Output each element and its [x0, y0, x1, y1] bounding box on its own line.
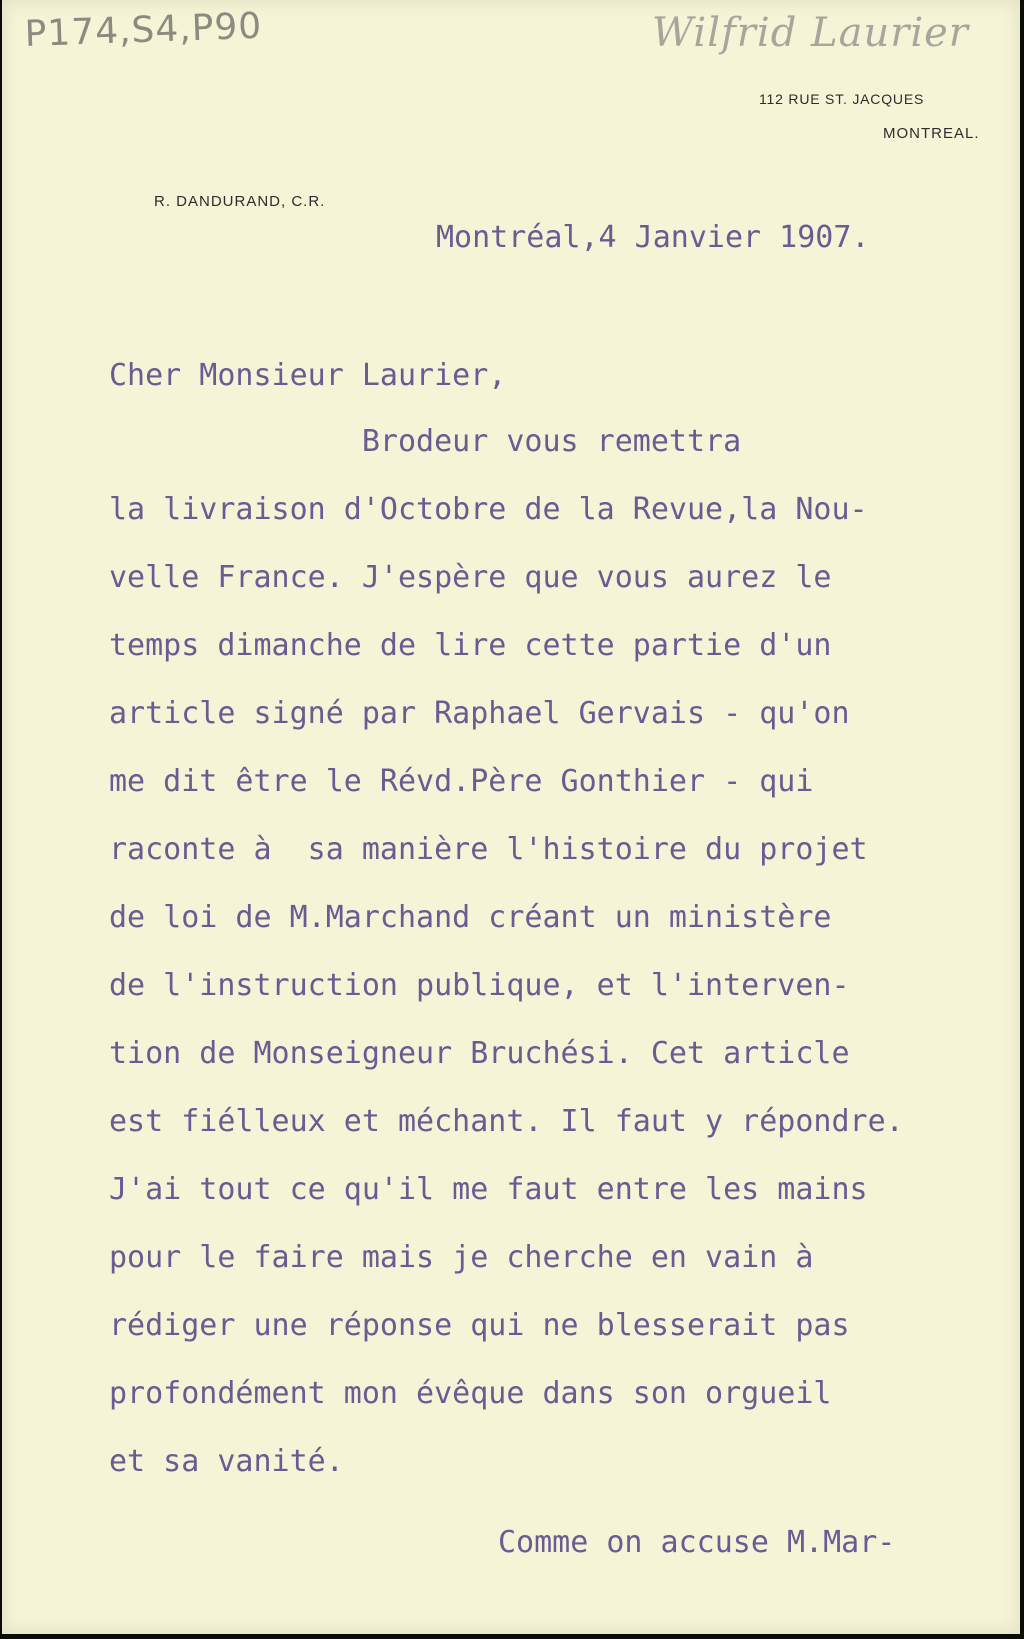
body-line: me dit être le Révd.Père Gonthier - qui [109, 764, 814, 799]
body-line: raconte à sa manière l'histoire du projet [109, 832, 868, 867]
body-line: article signé par Raphael Gervais - qu'on [109, 696, 850, 731]
letter-closing-line: Comme on accuse M.Mar- [498, 1525, 896, 1560]
letter-dateline: Montréal,4 Janvier 1907. [436, 220, 870, 255]
archive-reference: P174,S4,P90 [24, 5, 263, 55]
body-line: la livraison d'Octobre de la Revue,la Nou- [109, 492, 868, 527]
letterhead-address-city: MONTREAL. [883, 125, 980, 142]
letterhead-address-street: 112 RUE ST. JACQUES [759, 91, 925, 107]
body-line: de l'instruction publique, et l'interven- [109, 968, 850, 1003]
body-line: velle France. J'espère que vous aurez le [109, 560, 832, 595]
body-line: Brodeur vous remettra [109, 424, 742, 459]
body-line: temps dimanche de lire cette partie d'un [109, 628, 832, 663]
body-line: de loi de M.Marchand créant un ministère [109, 900, 832, 935]
letterhead-sender: R. DANDURAND, C.R. [154, 193, 326, 210]
letter-page [2, 0, 1020, 1634]
body-line: tion de Monseigneur Bruchési. Cet article [109, 1036, 850, 1071]
letter-body [109, 424, 904, 1515]
body-line: et sa vanité. [109, 1444, 344, 1479]
handwritten-annotation: Wilfrid Laurier [652, 10, 969, 56]
letter-salutation: Cher Monsieur Laurier, [109, 358, 507, 393]
body-line: J'ai tout ce qu'il me faut entre les mains [109, 1172, 868, 1207]
body-line: est fiélleux et méchant. Il faut y répondre. [109, 1104, 904, 1139]
body-line: pour le faire mais je cherche en vain à [109, 1240, 814, 1275]
body-line: profondément mon évêque dans son orgueil [109, 1376, 832, 1411]
body-line: rédiger une réponse qui ne blesserait pas [109, 1308, 850, 1343]
